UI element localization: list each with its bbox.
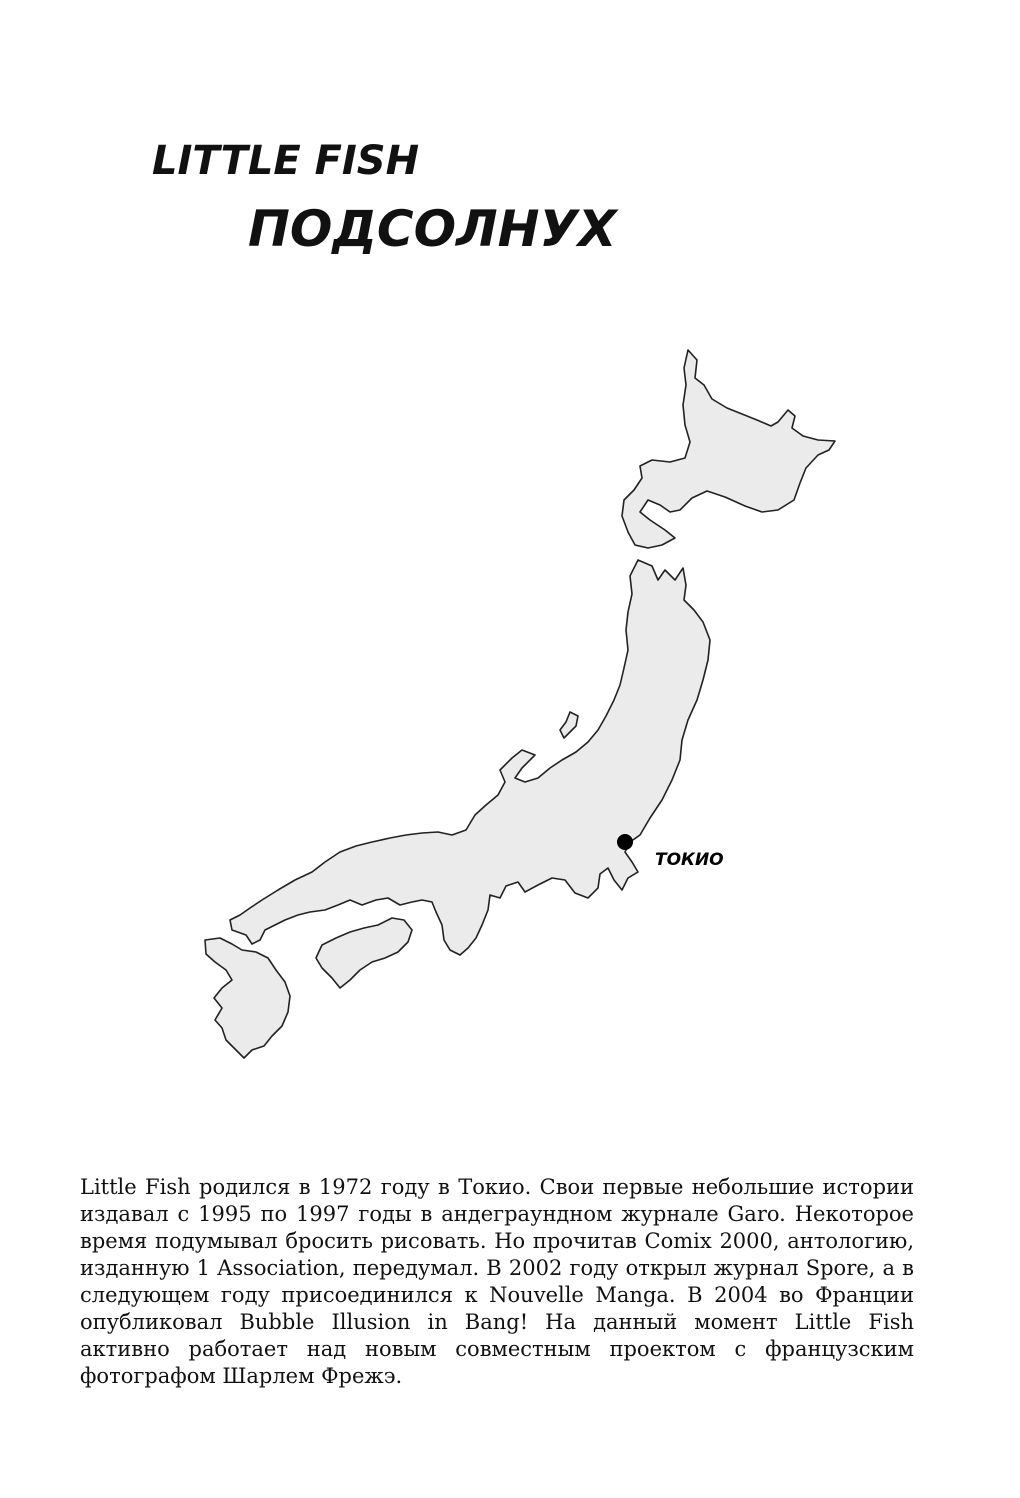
author-biography: Little Fish родился в 1972 году в Токио. Свои первые небольшие истории издавал с 1995 по 1997 годы в андеграундном журнале Garo. Некоторое время подумывал бросить рисовать. Но прочитав Comix 2000, антологию, изданную 1 Association, передумал. В 2002 году открыл журнал Spore, а в следующем году присоединился к Nouvelle Manga. В 2004 во Франции опубликовал Bubble Illusion in Bang! На данный момент Little Fish активно работает над новым совместным проектом с французским фотографом Шарлем Фрежэ. [80,1175,914,1388]
page-title: ПОДСОЛНУХ [248,200,617,258]
hokkaido-island [622,350,835,548]
kyushu-island [205,938,290,1058]
author-name: LITTLE FISH [152,138,420,184]
tokyo-marker [618,835,633,850]
shikoku-island [316,918,412,988]
sado-island [560,712,578,738]
tokyo-label: ТОКИО [655,850,724,870]
honshu-island [230,560,710,955]
